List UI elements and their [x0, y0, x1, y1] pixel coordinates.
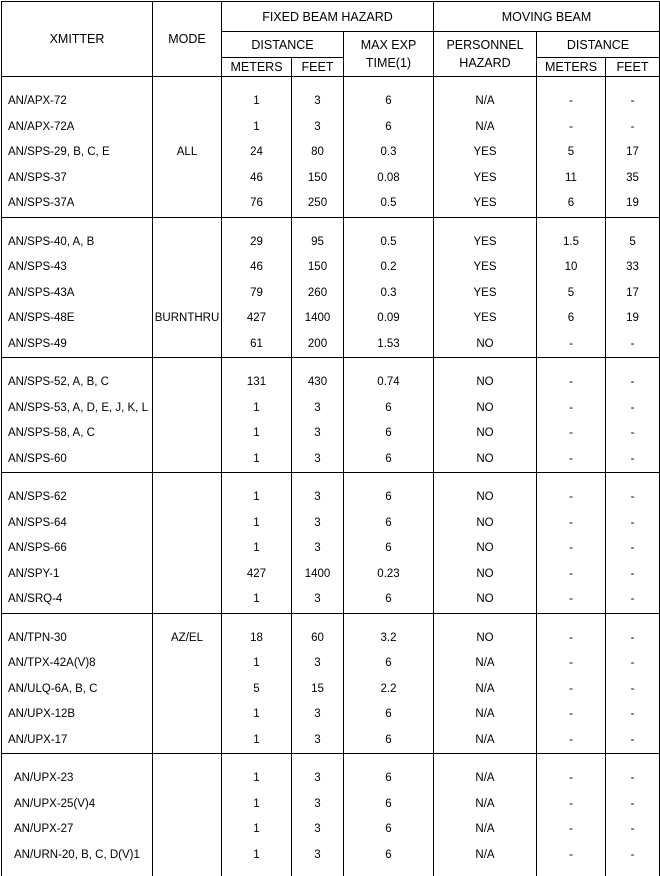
fixed-feet-cell — [292, 77, 344, 218]
table-cell: 80 — [292, 140, 343, 166]
table-cell: - — [606, 370, 659, 396]
table-cell: 5 — [537, 140, 605, 166]
table-cell: NO — [434, 587, 536, 613]
mode-value — [153, 230, 221, 256]
table-cell: YES — [434, 306, 536, 332]
table-cell: N/A — [434, 677, 536, 703]
table-cell: 76 — [222, 191, 291, 217]
table-cell: 46 — [222, 255, 291, 281]
table-cell: AN/UPX-27 — [2, 817, 152, 843]
table-cell: 1 — [222, 421, 291, 447]
moving-meters-cell — [537, 358, 606, 473]
table-cell: AN/SPS-58, A, C — [2, 421, 152, 447]
table-cell: 60 — [292, 626, 343, 652]
table-cell: 6 — [344, 843, 433, 869]
table-cell: NO — [434, 396, 536, 422]
table-cell: 19 — [606, 306, 659, 332]
table-cell: - — [606, 587, 659, 613]
mode-value — [153, 281, 221, 307]
mode-cell — [153, 473, 222, 614]
table-cell: 6 — [344, 511, 433, 537]
table-cell: 3 — [292, 421, 343, 447]
fixed-feet-cell — [292, 613, 344, 754]
table-cell: AN/SPS-43 — [2, 255, 152, 281]
fixed-feet-header: FEET — [292, 58, 344, 77]
table-cell: 5 — [222, 677, 291, 703]
table-cell: 35 — [606, 166, 659, 192]
table-cell: - — [606, 536, 659, 562]
table-cell: 0.3 — [344, 140, 433, 166]
moving-meters-cell — [537, 473, 606, 614]
table-cell: - — [537, 792, 605, 818]
table-cell: N/A — [434, 89, 536, 115]
table-cell: - — [537, 626, 605, 652]
table-cell: 24 — [222, 140, 291, 166]
table-row-group — [2, 77, 660, 218]
table-header — [2, 2, 660, 77]
table-cell: - — [537, 421, 605, 447]
moving-feet-cell — [606, 613, 660, 754]
table-cell: AN/APX-72A — [2, 115, 152, 141]
table-cell: - — [537, 89, 605, 115]
table-cell: N/A — [434, 702, 536, 728]
table-cell: 61 — [222, 332, 291, 358]
table-cell: 6 — [537, 306, 605, 332]
table-cell: 250 — [292, 191, 343, 217]
table-cell: AN/SPS-48E — [2, 306, 152, 332]
hazard-cell — [434, 754, 537, 876]
table-cell: 2.2 — [344, 677, 433, 703]
table-cell: AN/URN-20, B, C, D(V)1 — [2, 843, 152, 869]
mode-header: MODE — [153, 2, 222, 77]
hazard-cell — [434, 613, 537, 754]
table-cell: 0.5 — [344, 230, 433, 256]
mode-cell — [153, 613, 222, 754]
personnel-hazard-header — [434, 32, 537, 77]
mode-value — [153, 511, 221, 537]
mode-value: BURNTHRU — [153, 306, 221, 332]
table-cell: AN/SPS-37A — [2, 191, 152, 217]
table-cell: AN/TPN-30 — [2, 626, 152, 652]
table-cell: - — [537, 396, 605, 422]
table-cell: N/A — [434, 817, 536, 843]
table-cell: 1 — [222, 511, 291, 537]
fixed-meters-cell — [222, 358, 292, 473]
fixed-distance-header: DISTANCE — [222, 32, 344, 58]
mode-value — [153, 166, 221, 192]
table-cell: 1 — [222, 89, 291, 115]
fixed-meters-cell — [222, 217, 292, 358]
mode-value — [153, 396, 221, 422]
hazard-cell — [434, 217, 537, 358]
fixed-meters-header: METERS — [222, 58, 292, 77]
table-cell: AN/SPS-64 — [2, 511, 152, 537]
table-cell: AN/SRQ-4 — [2, 587, 152, 613]
table-cell: N/A — [434, 728, 536, 754]
table-cell: 3 — [292, 702, 343, 728]
table-cell: 29 — [222, 230, 291, 256]
table-cell: 3 — [292, 485, 343, 511]
table-cell: 5 — [537, 281, 605, 307]
moving-beam-header: MOVING BEAM — [434, 2, 660, 32]
table-cell: 1 — [222, 651, 291, 677]
moving-distance-header: DISTANCE — [537, 32, 660, 58]
moving-meters-cell — [537, 754, 606, 876]
table-cell: - — [537, 843, 605, 869]
fixed-beam-header: FIXED BEAM HAZARD — [222, 2, 434, 32]
table-cell: 427 — [222, 306, 291, 332]
mode-value — [153, 766, 221, 792]
personnel-label: PERSONNEL — [446, 38, 523, 52]
table-cell: - — [606, 332, 659, 358]
table-cell: 1 — [222, 587, 291, 613]
mode-value — [153, 728, 221, 754]
table-cell: - — [606, 728, 659, 754]
table-cell: 3 — [292, 728, 343, 754]
table-cell: N/A — [434, 115, 536, 141]
fixed-meters-cell — [222, 77, 292, 218]
time-label: TIME(1) — [366, 56, 411, 70]
table-cell: AN/UPX-17 — [2, 728, 152, 754]
mode-value — [153, 792, 221, 818]
table-cell: - — [606, 626, 659, 652]
table-cell: 1400 — [292, 562, 343, 588]
table-cell: 11 — [537, 166, 605, 192]
table-cell: 79 — [222, 281, 291, 307]
table-body — [2, 77, 660, 876]
xmitter-cell — [2, 358, 153, 473]
fixed-meters-cell — [222, 613, 292, 754]
max-exp-cell — [344, 77, 434, 218]
table-cell: 1 — [222, 115, 291, 141]
table-cell: 200 — [292, 332, 343, 358]
hazard-cell — [434, 473, 537, 614]
hazard-cell — [434, 358, 537, 473]
table-cell: 95 — [292, 230, 343, 256]
table-cell: NO — [434, 626, 536, 652]
mode-cell — [153, 358, 222, 473]
table-cell: N/A — [434, 843, 536, 869]
table-cell: - — [606, 485, 659, 511]
table-cell: 0.2 — [344, 255, 433, 281]
table-cell: 1 — [222, 728, 291, 754]
table-cell: 3 — [292, 817, 343, 843]
moving-feet-cell — [606, 358, 660, 473]
table-cell: - — [606, 562, 659, 588]
table-cell: AN/SPS-60 — [2, 447, 152, 473]
table-cell: 3 — [292, 89, 343, 115]
table-cell: 131 — [222, 370, 291, 396]
max-exp-time-header — [344, 32, 434, 77]
table-cell: 3 — [292, 115, 343, 141]
fixed-meters-cell — [222, 754, 292, 876]
table-cell: AN/SPS-62 — [2, 485, 152, 511]
table-cell: 3.2 — [344, 626, 433, 652]
table-cell: - — [537, 766, 605, 792]
max-exp-cell — [344, 754, 434, 876]
table-cell: 6 — [344, 728, 433, 754]
table-cell: 3 — [292, 587, 343, 613]
moving-meters-header: METERS — [537, 58, 606, 77]
table-cell: 3 — [292, 651, 343, 677]
mode-value — [153, 447, 221, 473]
table-cell: 150 — [292, 166, 343, 192]
table-cell: AN/APX-72 — [2, 89, 152, 115]
table-cell: NO — [434, 485, 536, 511]
table-cell: 1 — [222, 485, 291, 511]
table-cell: 6 — [344, 702, 433, 728]
table-cell: YES — [434, 191, 536, 217]
table-cell: 6 — [344, 792, 433, 818]
table-cell: 0.23 — [344, 562, 433, 588]
table-cell: 3 — [292, 396, 343, 422]
table-cell: 46 — [222, 166, 291, 192]
table-cell: 6 — [537, 191, 605, 217]
mode-value — [153, 421, 221, 447]
table-cell: AN/ULQ-6A, B, C — [2, 677, 152, 703]
table-cell: 6 — [344, 485, 433, 511]
table-cell: 427 — [222, 562, 291, 588]
table-cell: AN/SPS-52, A, B, C — [2, 370, 152, 396]
table-row-group — [2, 754, 660, 876]
moving-feet-cell — [606, 473, 660, 614]
hazard-label: HAZARD — [459, 56, 510, 70]
table-cell: 19 — [606, 191, 659, 217]
table-cell: 6 — [344, 89, 433, 115]
table-cell: - — [537, 562, 605, 588]
table-cell: 6 — [344, 396, 433, 422]
table-cell: - — [606, 843, 659, 869]
table-cell: 6 — [344, 587, 433, 613]
table-cell: 0.09 — [344, 306, 433, 332]
xmitter-header: XMITTER — [2, 2, 153, 77]
table-cell: 3 — [292, 766, 343, 792]
table-cell: 260 — [292, 281, 343, 307]
table-cell: 1 — [222, 843, 291, 869]
table-cell: - — [606, 702, 659, 728]
table-row-group — [2, 613, 660, 754]
table-cell: - — [537, 728, 605, 754]
table-cell: 6 — [344, 817, 433, 843]
table-cell: - — [606, 421, 659, 447]
table-cell: NO — [434, 562, 536, 588]
max-exp-cell — [344, 613, 434, 754]
table-cell: 6 — [344, 421, 433, 447]
fixed-feet-cell — [292, 754, 344, 876]
table-cell: 3 — [292, 792, 343, 818]
xmitter-cell — [2, 754, 153, 876]
table-cell: 430 — [292, 370, 343, 396]
table-cell: 1.53 — [344, 332, 433, 358]
table-cell: - — [606, 651, 659, 677]
table-cell: 0.3 — [344, 281, 433, 307]
table-cell: NO — [434, 536, 536, 562]
table-cell: - — [606, 792, 659, 818]
table-row-group — [2, 217, 660, 358]
table-cell: AN/SPS-29, B, C, E — [2, 140, 152, 166]
table-cell: NO — [434, 511, 536, 537]
table-cell: 1 — [222, 536, 291, 562]
table-cell: - — [537, 702, 605, 728]
table-cell: NO — [434, 447, 536, 473]
table-cell: AN/SPS-49 — [2, 332, 152, 358]
moving-feet-cell — [606, 217, 660, 358]
table-cell: - — [537, 370, 605, 396]
table-cell: 0.08 — [344, 166, 433, 192]
table-cell: - — [537, 115, 605, 141]
mode-cell — [153, 754, 222, 876]
table-cell: 150 — [292, 255, 343, 281]
table-cell: 1 — [222, 447, 291, 473]
table-cell: 1 — [222, 792, 291, 818]
table-cell: - — [606, 115, 659, 141]
table-cell: - — [537, 511, 605, 537]
mode-value: AZ/EL — [153, 626, 221, 652]
table-cell: NO — [434, 421, 536, 447]
table-cell: 3 — [292, 447, 343, 473]
table-cell: N/A — [434, 651, 536, 677]
table-cell: 6 — [344, 766, 433, 792]
mode-value — [153, 587, 221, 613]
fixed-feet-cell — [292, 217, 344, 358]
table-cell: NO — [434, 332, 536, 358]
xmitter-cell — [2, 473, 153, 614]
table-cell: AN/SPS-53, A, D, E, J, K, L — [2, 396, 152, 422]
table-cell: 3 — [292, 536, 343, 562]
table-cell: AN/SPS-40, A, B — [2, 230, 152, 256]
table-cell: N/A — [434, 766, 536, 792]
moving-feet-cell — [606, 77, 660, 218]
table-cell: 1 — [222, 702, 291, 728]
table-cell: 3 — [292, 843, 343, 869]
mode-value — [153, 485, 221, 511]
table-cell: 10 — [537, 255, 605, 281]
table-cell: AN/SPS-66 — [2, 536, 152, 562]
table-cell: - — [537, 447, 605, 473]
table-cell: 3 — [292, 511, 343, 537]
moving-meters-cell — [537, 613, 606, 754]
table-cell: YES — [434, 281, 536, 307]
table-cell: - — [537, 677, 605, 703]
table-cell: - — [606, 396, 659, 422]
xmitter-cell — [2, 77, 153, 218]
max-exp-label: MAX EXP — [361, 38, 417, 52]
table-cell: - — [537, 651, 605, 677]
table-cell: 1.5 — [537, 230, 605, 256]
moving-meters-cell — [537, 217, 606, 358]
table-cell: 0.74 — [344, 370, 433, 396]
table-cell: AN/SPS-37 — [2, 166, 152, 192]
table-cell: AN/UPX-12B — [2, 702, 152, 728]
table-cell: NO — [434, 370, 536, 396]
table-cell: 6 — [344, 651, 433, 677]
table-cell: 33 — [606, 255, 659, 281]
table-cell: - — [537, 536, 605, 562]
table-cell: 1 — [222, 766, 291, 792]
mode-value — [153, 255, 221, 281]
table-cell: - — [606, 89, 659, 115]
table-cell: - — [606, 677, 659, 703]
hazard-table — [1, 1, 660, 876]
table-cell: 0.5 — [344, 191, 433, 217]
table-cell: YES — [434, 230, 536, 256]
mode-value — [153, 651, 221, 677]
table-cell: - — [537, 817, 605, 843]
mode-value — [153, 115, 221, 141]
mode-value — [153, 702, 221, 728]
mode-value — [153, 89, 221, 115]
mode-cell — [153, 77, 222, 218]
table-cell: YES — [434, 255, 536, 281]
mode-value — [153, 817, 221, 843]
table-row-group — [2, 358, 660, 473]
hazard-cell — [434, 77, 537, 218]
fixed-feet-cell — [292, 358, 344, 473]
mode-cell — [153, 217, 222, 358]
mode-value — [153, 562, 221, 588]
table-cell: AN/UPX-23 — [2, 766, 152, 792]
table-cell: YES — [434, 166, 536, 192]
xmitter-cell — [2, 613, 153, 754]
table-cell: 17 — [606, 140, 659, 166]
table-cell: YES — [434, 140, 536, 166]
moving-feet-header: FEET — [606, 58, 660, 77]
table-cell: AN/TPX-42A(V)8 — [2, 651, 152, 677]
moving-feet-cell — [606, 754, 660, 876]
mode-value — [153, 370, 221, 396]
table-cell: AN/UPX-25(V)4 — [2, 792, 152, 818]
table-cell: 17 — [606, 281, 659, 307]
table-cell: 6 — [344, 536, 433, 562]
table-cell: 6 — [344, 447, 433, 473]
table-cell: N/A — [434, 792, 536, 818]
mode-value — [153, 677, 221, 703]
max-exp-cell — [344, 358, 434, 473]
table-cell: AN/SPS-43A — [2, 281, 152, 307]
fixed-feet-cell — [292, 473, 344, 614]
mode-value — [153, 843, 221, 869]
fixed-meters-cell — [222, 473, 292, 614]
table-cell: 6 — [344, 115, 433, 141]
xmitter-cell — [2, 217, 153, 358]
table-cell: 5 — [606, 230, 659, 256]
table-cell: 1 — [222, 396, 291, 422]
table-cell: AN/SPY-1 — [2, 562, 152, 588]
table-cell: 15 — [292, 677, 343, 703]
table-cell: 1 — [222, 817, 291, 843]
table-cell: - — [606, 766, 659, 792]
max-exp-cell — [344, 217, 434, 358]
table-cell: 1400 — [292, 306, 343, 332]
mode-value — [153, 191, 221, 217]
mode-value: ALL — [153, 140, 221, 166]
mode-value — [153, 332, 221, 358]
table-cell: - — [537, 332, 605, 358]
table-cell: - — [606, 817, 659, 843]
table-cell: - — [537, 485, 605, 511]
table-cell: - — [606, 511, 659, 537]
mode-value — [153, 536, 221, 562]
table-cell: 18 — [222, 626, 291, 652]
moving-meters-cell — [537, 77, 606, 218]
max-exp-cell — [344, 473, 434, 614]
table-cell: - — [606, 447, 659, 473]
table-row-group — [2, 473, 660, 614]
table-cell: - — [537, 587, 605, 613]
